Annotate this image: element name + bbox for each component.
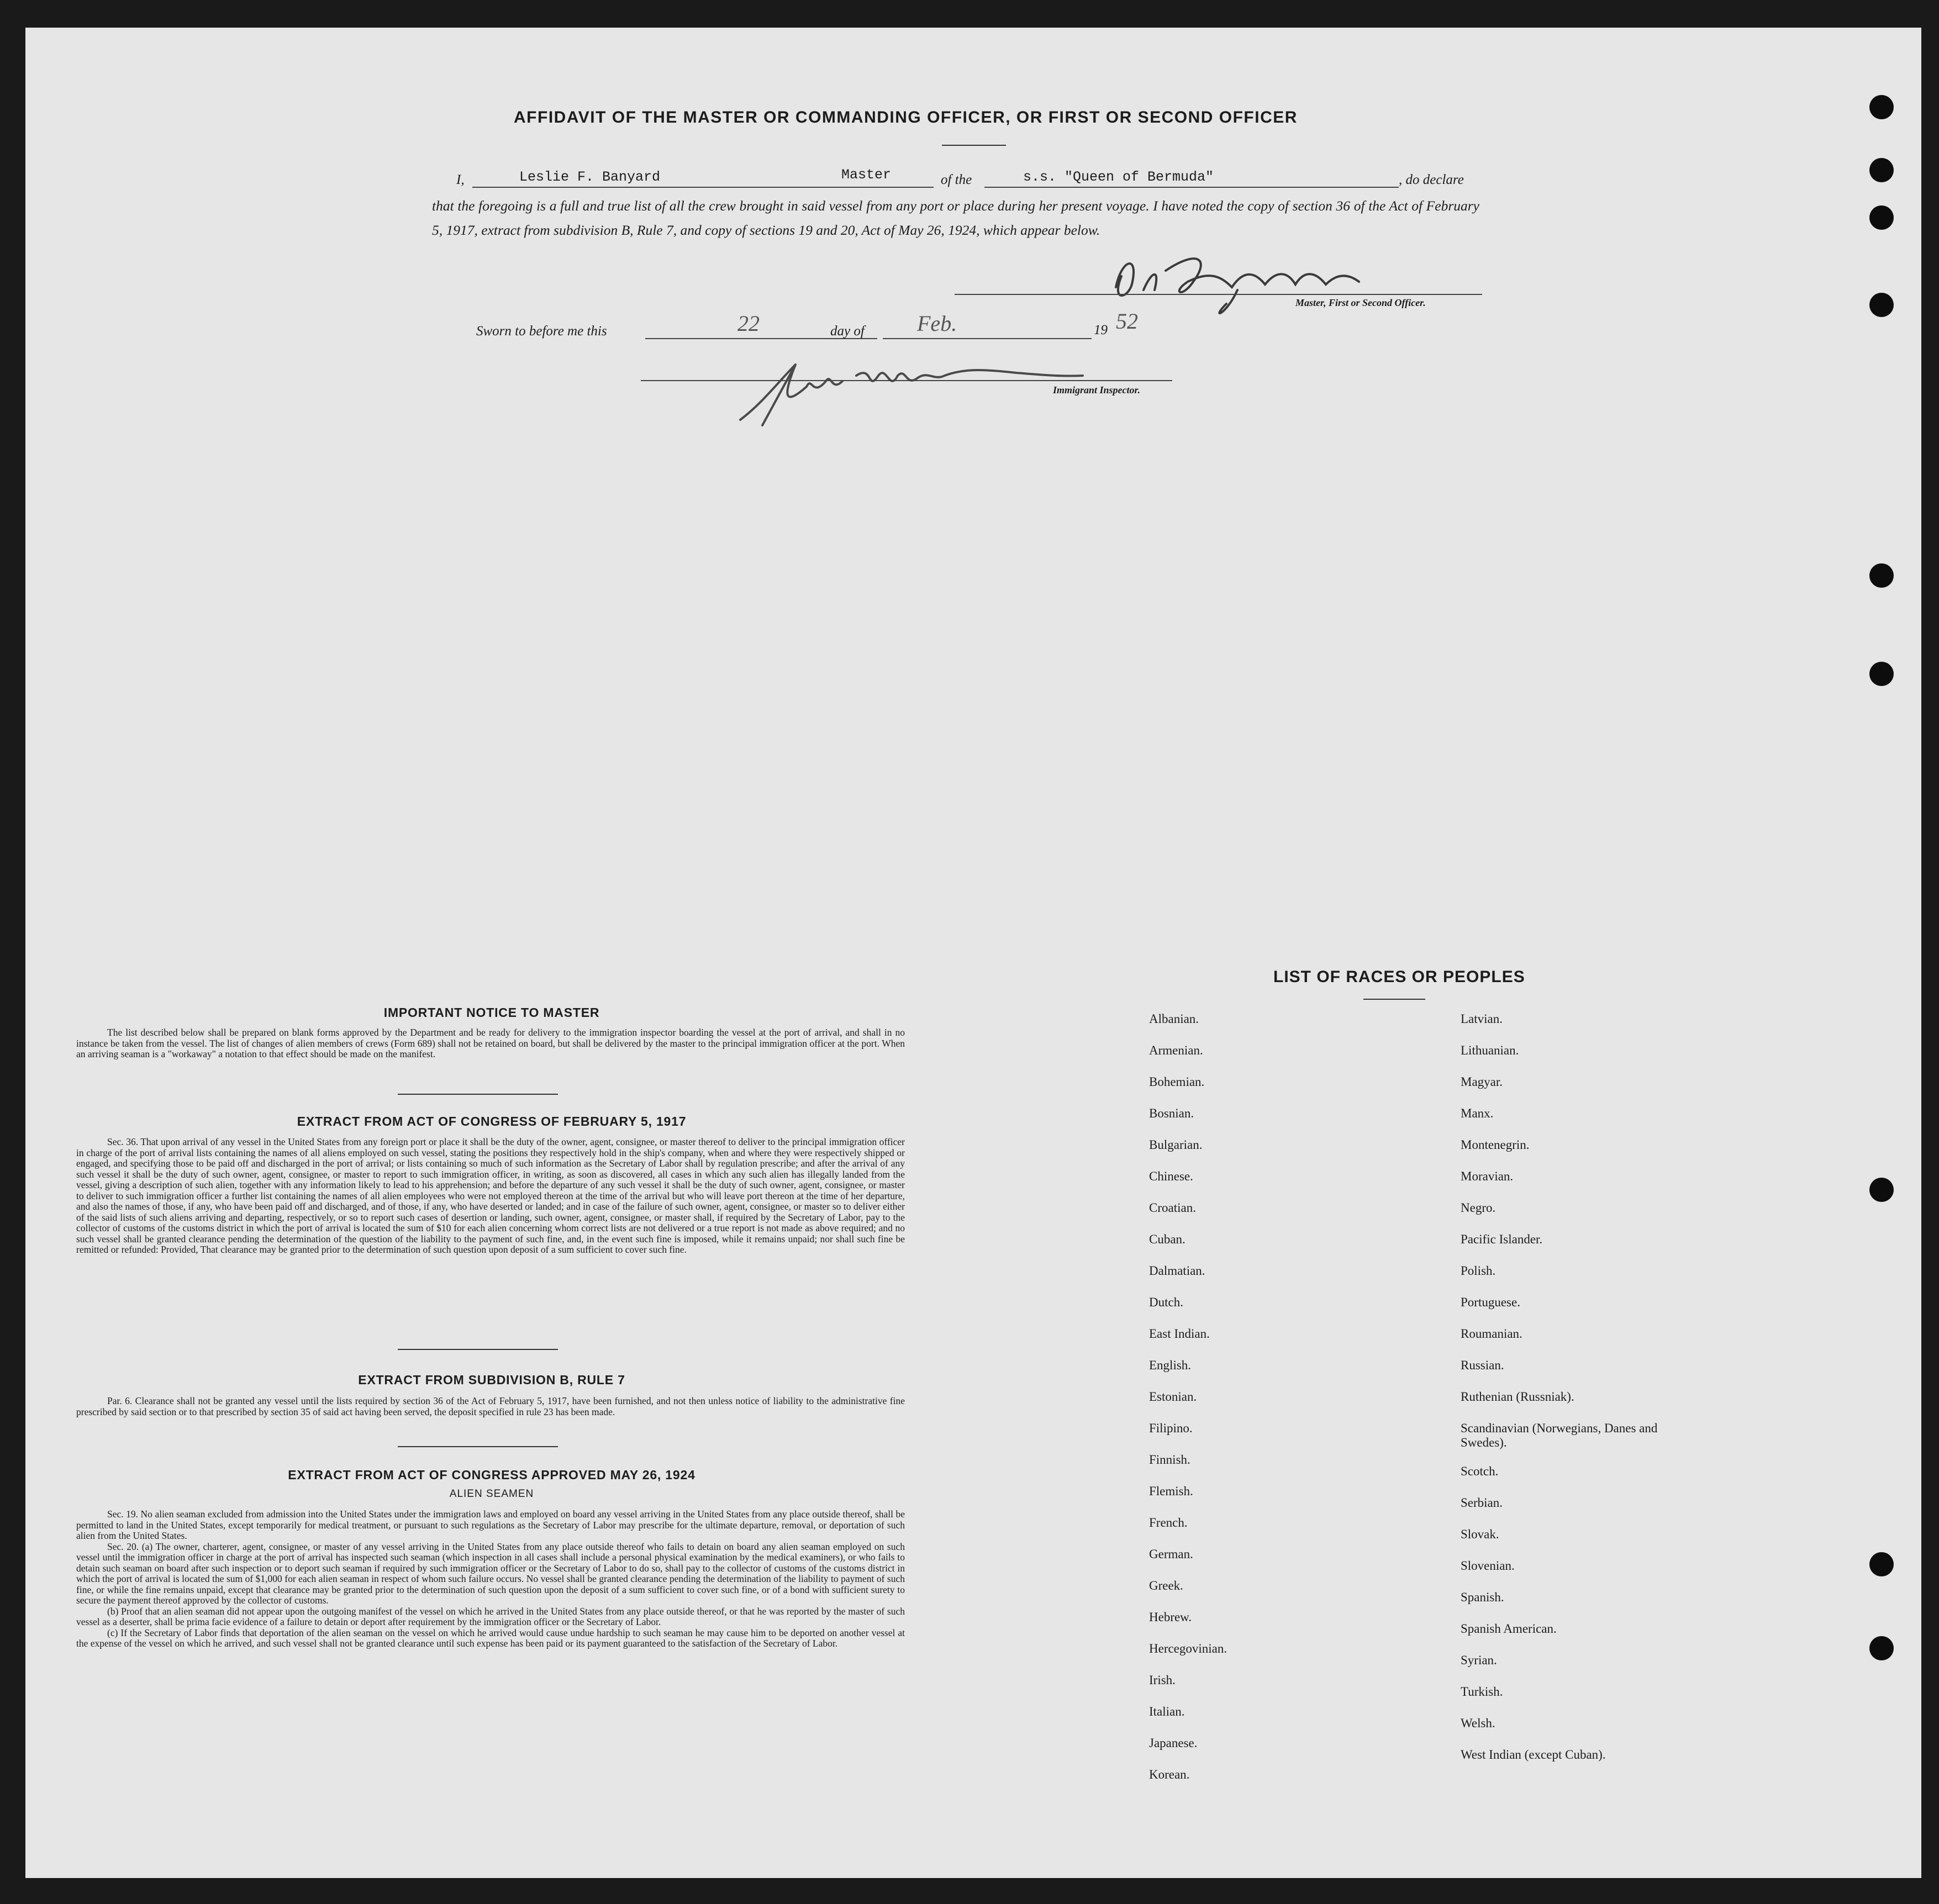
section-divider — [398, 1446, 558, 1447]
race-list-item: Korean. — [1149, 1768, 1190, 1781]
race-list-item: Cuban. — [1149, 1232, 1185, 1246]
name-line — [472, 187, 934, 188]
races-divider — [1363, 999, 1425, 1000]
race-list-item: East Indian. — [1149, 1327, 1210, 1341]
extract-rule7-title: EXTRACT FROM SUBDIVISION B, RULE 7 — [358, 1373, 625, 1387]
of-the-label: of the — [941, 172, 972, 187]
race-list-item: West Indian (except Cuban). — [1461, 1748, 1606, 1761]
race-list-item: Japanese. — [1149, 1736, 1198, 1750]
master-name: Leslie F. Banyard — [519, 169, 661, 185]
race-list-item: Italian. — [1149, 1705, 1185, 1718]
sec-19-paragraph: Sec. 19. No alien seaman excluded from admission into the United States under the immigration laws and employed on board any vessel arriving in the United States from any place outside thereof, shall be permitted to land in the United States, except temporarily for medical treatment, or pursuant to such regulations as the Secretary of Labor may prescribe for the ultimate departure, removal, or deportation of such alien from the United States. — [76, 1509, 905, 1541]
section-divider — [398, 1349, 558, 1350]
sec-36-paragraph: Sec. 36. That upon arrival of any vessel in the United States from any foreign port or place it shall be the duty of the owner, agent, consignee, or master thereof to deliver to the principal immigration officer in charge of the port of arrival lists containing the names of all aliens employed on such vessel, stating the positions they respectively hold in the ship's company, when and where they were respectively shipped or engaged, and specifying those to be paid off and discharged in the port of arrival; or lists containing so much of such information as the Secretary of Labor shall by regulation prescribe; and after the arrival of any such vessel it shall be the duty of such owner, agent, consignee, or master to report to such immigration officer, in writing, as soon as discovered, all cases in which any such alien has illegally landed from the vessel, giving a description of such alien, together with any information likely to lead to his apprehension; and before the departure of any such vessel it shall be the duty of such owner, agent, consignee, or master to deliver to such immigration officer a further list containing the names of all alien employees who were not employed thereon at the time of the arrival but who will leave port thereon at the time of her departure, and also the names of those, if any, who have been paid off and discharged, and of those, if any, who have deserted or landed; and in case of the failure of such owner, agent, consignee, or master so to deliver either of the said lists of such aliens arriving and departing, respectively, or so to report such cases of desertion or landing, such owner, agent, consignee, or master shall, if required by the Secretary of Labor, pay to the collector of customs of the customs district in which the port of arrival is located the sum of $10 for each alien concerning whom correct lists are not delivered or a true report is not made as above required; and no such vessel shall be granted clearance pending the determination of the question of the liability to the payment of such fine, and, in the event such fine is imposed, while it remains unpaid; nor shall such fine be remitted or refunded: Provided, That clearance may be granted prior to the determination of such question upon deposit of a sum sufficient to cover such fine. — [76, 1136, 905, 1255]
race-list-item: Irish. — [1149, 1673, 1176, 1687]
master-rank: Master — [841, 167, 892, 183]
alien-seamen-subtitle: ALIEN SEAMEN — [449, 1488, 534, 1500]
binder-hole-icon — [1869, 1636, 1894, 1660]
inspector-caption: Immigrant Inspector. — [1053, 384, 1141, 395]
title-divider — [942, 145, 1006, 146]
notice-body — [76, 1027, 905, 1060]
races-title: LIST OF RACES OR PEOPLES — [1273, 968, 1525, 986]
race-list-item: Dalmatian. — [1149, 1264, 1205, 1278]
binder-hole-icon — [1869, 662, 1894, 686]
sworn-month: Feb. — [917, 311, 957, 336]
race-list-item: Scotch. — [1461, 1464, 1499, 1478]
par-6-paragraph: Par. 6. Clearance shall not be granted any vessel until the lists required by section 36 of the Act of February 5, 1917, have been furnished, and not then unless notice of liability to the administrative fine prescribed by said section or to that prescribed by section 35 of said act having been served, the deposit specified in rule 23 has been made. — [76, 1395, 905, 1417]
race-list-item: Manx. — [1461, 1106, 1494, 1120]
affidavit-body: that the foregoing is a full and true list of all the crew brought in said vessel from any port or place during her present voyage. I have noted the copy of section 36 of the Act of February 5, 1917, extract from subdivision B, Rule 7, and copy of sections 19 and 20, Act of May 26, 1924, which appear below. — [432, 198, 1479, 238]
sec-20b-paragraph: (b) Proof that an alien seaman did not appear upon the outgoing manifest of the vessel on which he arrived in the United States from any place outside thereof, or that he was reported by the master of such vessel as a deserter, shall be prima facie evidence of a failure to detain or deport after requirement by the immigration officer or the Secretary of Labor. — [76, 1605, 905, 1627]
race-list-item: Negro. — [1461, 1201, 1496, 1215]
race-list-item: Dutch. — [1149, 1295, 1183, 1309]
race-list-item: English. — [1149, 1358, 1192, 1372]
notice-title: IMPORTANT NOTICE TO MASTER — [383, 1005, 600, 1020]
race-list-item: Albanian. — [1149, 1012, 1199, 1026]
extract-1924-body — [76, 1509, 905, 1649]
section-divider — [398, 1094, 558, 1095]
race-list-item: Pacific Islander. — [1461, 1232, 1543, 1246]
binder-hole-icon — [1869, 1552, 1894, 1576]
race-list-item: German. — [1149, 1547, 1193, 1561]
year-prefix: 19 — [1094, 323, 1108, 337]
race-list-item: Bohemian. — [1149, 1075, 1205, 1089]
sworn-day: 22 — [737, 311, 760, 336]
race-list-item: Hercegovinian. — [1149, 1642, 1227, 1655]
race-list-item: Spanish American. — [1461, 1622, 1557, 1636]
race-list-item: Turkish. — [1461, 1685, 1503, 1699]
race-list-item: Flemish. — [1149, 1484, 1193, 1498]
master-signature-icon — [1099, 238, 1387, 326]
do-declare-label: , do declare — [1399, 172, 1464, 187]
race-list-item: Finnish. — [1149, 1453, 1190, 1467]
race-list-item: Slovak. — [1461, 1527, 1499, 1541]
race-list-item: Hebrew. — [1149, 1610, 1192, 1624]
race-list-item: Estonian. — [1149, 1390, 1197, 1404]
race-list-item: Welsh. — [1461, 1716, 1495, 1730]
race-list-item: Syrian. — [1461, 1653, 1497, 1667]
race-list-item: Montenegrin. — [1461, 1138, 1530, 1152]
race-list-item: Bulgarian. — [1149, 1138, 1203, 1152]
race-list-item: Slovenian. — [1461, 1559, 1515, 1573]
race-list-item: Serbian. — [1461, 1496, 1503, 1510]
binder-hole-icon — [1869, 293, 1894, 317]
race-list-item: Russian. — [1461, 1358, 1504, 1372]
race-list-item: Polish. — [1461, 1264, 1496, 1278]
sec-20c-paragraph: (c) If the Secretary of Labor finds that deportation of the alien seaman on the vessel on which he arrived would cause undue hardship to such seaman he may cause him to be deported on another vessel at the expense of the vessel on which he arrived, and such vessel shall not be granted clearance until such expense has been paid or its payment guaranteed to the satisfaction of the Secretary of Labor. — [76, 1627, 905, 1649]
binder-hole-icon — [1869, 205, 1894, 230]
extract-rule7-body — [76, 1396, 905, 1417]
affidavit-i-label: I, — [456, 172, 465, 187]
extract-1924-title: EXTRACT FROM ACT OF CONGRESS APPROVED MAY 26, 1924 — [288, 1468, 695, 1482]
sworn-label: Sworn to before me this — [476, 324, 607, 339]
affidavit-title: AFFIDAVIT OF THE MASTER OR COMMANDING OFFICER, OR FIRST OR SECOND OFFICER — [514, 108, 1298, 126]
race-list-item: Lithuanian. — [1461, 1043, 1519, 1057]
race-list-item: Chinese. — [1149, 1169, 1193, 1183]
race-list-item: Armenian. — [1149, 1043, 1203, 1057]
master-signature-caption: Master, First or Second Officer. — [1295, 297, 1426, 308]
race-list-item: Scandinavian (Norwegians, Danes and Swedes). — [1461, 1421, 1658, 1449]
race-list-item: Magyar. — [1461, 1075, 1503, 1089]
race-list-item: Roumanian. — [1461, 1327, 1522, 1341]
master-signature-line — [955, 294, 1482, 295]
year-suffix: 52 — [1116, 309, 1138, 334]
sworn-month-line — [883, 338, 1092, 339]
race-list-item: Bosnian. — [1149, 1106, 1194, 1120]
vessel-name: s.s. "Queen of Bermuda" — [1023, 169, 1214, 185]
binder-hole-icon — [1869, 1178, 1894, 1202]
extract-1917-title: EXTRACT FROM ACT OF CONGRESS OF FEBRUARY 5, 1917 — [297, 1114, 687, 1128]
inspector-signature-line — [641, 380, 1172, 381]
race-list-item: Portuguese. — [1461, 1295, 1520, 1309]
sec-20a-paragraph: Sec. 20. (a) The owner, charterer, agent, consignee, or master of any vessel arriving in the United States from any place outside thereof who fails to detain on board any alien seaman employed on such vessel until the immigration officer in charge at the port of arrival has inspected such seaman (which inspection in all cases shall include a personal physical examination by the medical examiners), or who fails to detain such seaman on board after such inspection or to deport such seaman if required by such immigration officer or the Secretary of Labor to do so, shall pay to the collector of customs of the customs district in which the port of arrival is located the sum of $1,000 for each alien seaman in respect of whom such failure occurs. No vessel shall be granted clearance pending the determination of the liability to payment of such fine, or while the fine remains unpaid, except that clearance may be granted prior to the determination of such question upon the deposit of a sum sufficient to cover such fine, or of a bond with sufficient surety to secure the payment thereof approved by the collector of customs. — [76, 1541, 905, 1606]
race-list-item: Latvian. — [1461, 1012, 1503, 1026]
binder-hole-icon — [1869, 158, 1894, 182]
binder-hole-icon — [1869, 95, 1894, 119]
race-list-item: French. — [1149, 1516, 1188, 1529]
race-list-item: Ruthenian (Russniak). — [1461, 1390, 1574, 1404]
notice-paragraph: The list described below shall be prepared on blank forms approved by the Department and be ready for delivery to the immigration inspector boarding the vessel at the port of arrival, and shall in no instance be taken from the vessel. The list of changes of alien members of crews (Form 689) shall not be retained on board, but shall be delivered by the master to the principal immigration officer at the port. When an arriving seaman is a "workaway" a notation to that effect should be made on the manifest. — [76, 1027, 905, 1059]
day-of-label: day of — [830, 324, 865, 339]
binder-hole-icon — [1869, 563, 1894, 588]
race-list-item: Greek. — [1149, 1579, 1183, 1592]
vessel-line — [984, 187, 1399, 188]
race-list-item: Moravian. — [1461, 1169, 1514, 1183]
race-list-item: Croatian. — [1149, 1201, 1196, 1215]
race-list-item: Filipino. — [1149, 1421, 1193, 1435]
extract-1917-body — [76, 1137, 905, 1256]
race-list-item: Spanish. — [1461, 1590, 1504, 1604]
